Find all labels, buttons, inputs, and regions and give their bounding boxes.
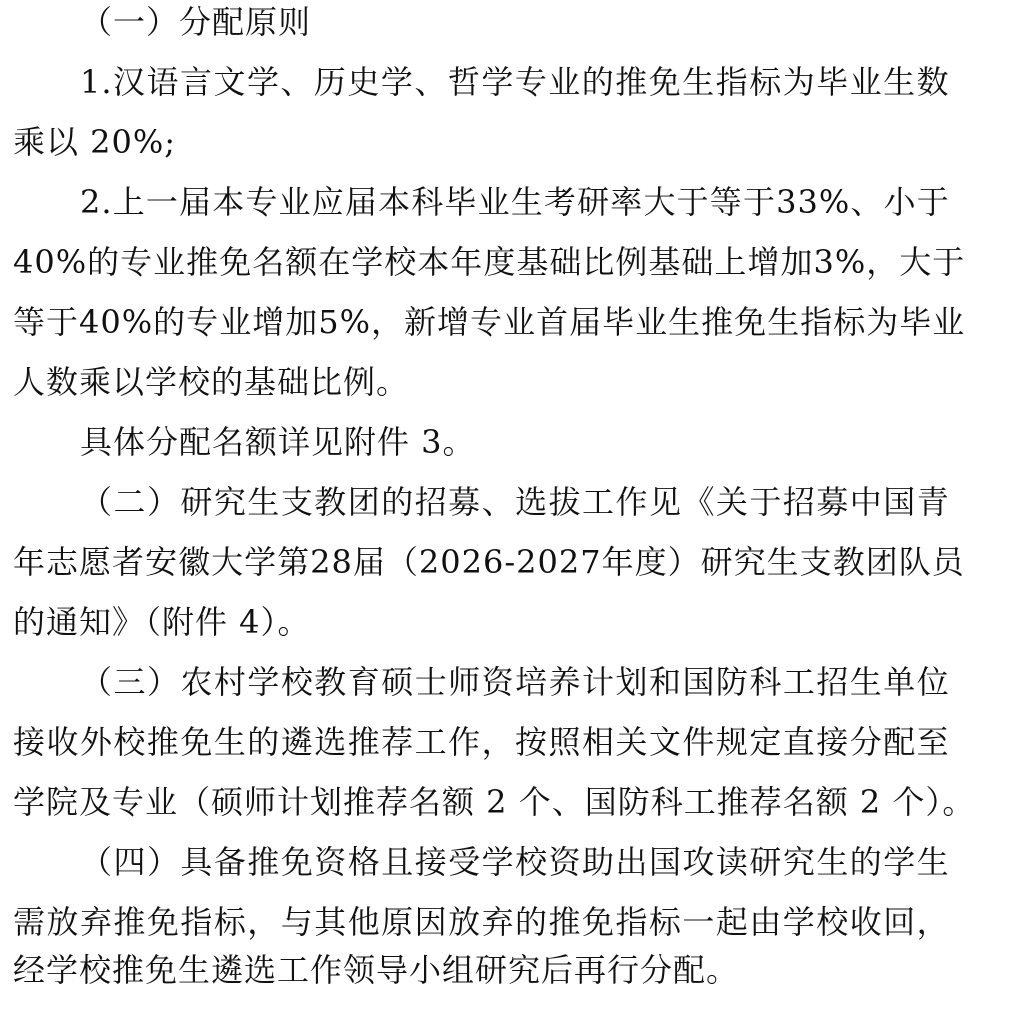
text-glyph: 拔: [548, 483, 582, 521]
text-glyph: 增: [437, 303, 471, 341]
text-glyph: 位: [916, 663, 950, 701]
text-glyph: 防: [715, 663, 749, 701]
text-glyph: 汉: [113, 63, 147, 101]
text-glyph: 专: [120, 243, 154, 281]
text-glyph: 于: [676, 183, 710, 221]
text-glyph: 历: [313, 63, 347, 101]
text-glyph: 分: [849, 723, 883, 761]
text-glyph: 生: [247, 483, 281, 521]
text-glyph: 推: [146, 723, 180, 761]
text-glyph: 至: [916, 723, 950, 761]
text-glyph: 二: [113, 483, 147, 521]
text-glyph: 见: [648, 483, 682, 521]
text-glyph: 2026-2027: [418, 543, 602, 581]
text-glyph: （: [80, 843, 114, 881]
text-glyph: 校: [280, 663, 314, 701]
text-glyph: 研: [700, 543, 734, 581]
paragraph-line: 具体分配名额详见附件 3。: [80, 423, 476, 461]
text-glyph: 生: [766, 543, 800, 581]
text-glyph: 免: [280, 843, 314, 881]
text-glyph: 校: [515, 843, 549, 881]
text-glyph: 3%: [813, 243, 867, 281]
text-glyph: 推: [615, 63, 649, 101]
text-glyph: 业: [278, 183, 312, 221]
text-glyph: 于: [932, 243, 966, 281]
text-glyph: 养: [548, 663, 582, 701]
text-glyph: 免: [581, 903, 615, 941]
text-glyph: 生: [883, 63, 917, 101]
text-glyph: ）: [146, 483, 180, 521]
text-glyph: 标: [833, 303, 867, 341]
text-glyph: 推: [247, 843, 281, 881]
text-glyph: 具: [180, 843, 214, 881]
text-glyph: 按: [515, 723, 549, 761]
text-glyph: 单: [883, 663, 917, 701]
text-glyph: 推: [113, 903, 147, 941]
text-glyph: 究: [782, 843, 816, 881]
text-glyph: 年: [450, 243, 484, 281]
text-glyph: 、: [481, 483, 515, 521]
text-glyph: 校: [816, 903, 850, 941]
text-glyph: 研: [749, 843, 783, 881]
text-glyph: 加: [780, 243, 814, 281]
text-glyph: 生: [668, 303, 702, 341]
text-glyph: 业: [503, 303, 537, 341]
text-glyph: 指: [715, 63, 749, 101]
text-glyph: 标: [648, 903, 682, 941]
paragraph-line: 学院及专业（硕师计划推荐名额 2 个、国防科工推荐名额 2 个）。: [13, 783, 976, 821]
text-glyph: 研: [577, 183, 611, 221]
text-glyph: 指: [615, 903, 649, 941]
text-glyph: 本: [417, 243, 451, 281]
text-glyph: 度: [483, 243, 517, 281]
text-glyph: 志: [46, 543, 80, 581]
text-glyph: 增: [252, 303, 286, 341]
text-glyph: 四: [113, 843, 147, 881]
section-heading-allocation-principles: （一）分配原则: [80, 3, 312, 41]
text-glyph: 生: [767, 303, 801, 341]
paragraph-line: [13, 302, 966, 362]
text-glyph: 学: [782, 903, 816, 941]
text-glyph: 安: [145, 543, 179, 581]
text-glyph: 大: [643, 183, 677, 221]
text-glyph: 28: [310, 543, 353, 581]
text-glyph: 资: [314, 843, 348, 881]
text-glyph: 数: [916, 63, 950, 101]
text-glyph: 免: [648, 63, 682, 101]
text-glyph: 于: [916, 183, 950, 221]
text-glyph: 中: [849, 483, 883, 521]
text-glyph: ）: [146, 843, 180, 881]
text-glyph: 推: [701, 303, 735, 341]
text-glyph: 弃: [481, 903, 515, 941]
text-glyph: 与: [280, 903, 314, 941]
text-glyph: 业: [219, 303, 253, 341]
text-glyph: 考: [543, 183, 577, 221]
paragraph-line: 的通知》（附件 4）。: [13, 603, 311, 641]
text-glyph: 计: [582, 663, 616, 701]
text-glyph: 文: [213, 63, 247, 101]
text-glyph: 大: [211, 543, 245, 581]
text-glyph: 业: [548, 63, 582, 101]
text-glyph: 资: [548, 843, 582, 881]
text-glyph: 读: [715, 843, 749, 881]
text-glyph: 于: [742, 183, 776, 221]
text-glyph: 度: [634, 543, 668, 581]
text-glyph: 标: [213, 903, 247, 941]
text-glyph: 大: [899, 243, 933, 281]
text-glyph: 配: [883, 723, 917, 761]
text-glyph: 上: [112, 183, 146, 221]
text-glyph: 需: [13, 903, 47, 941]
text-glyph: 学: [481, 843, 515, 881]
text-glyph: 招: [816, 663, 850, 701]
text-glyph: 1.: [80, 63, 113, 101]
text-glyph: 为: [866, 303, 900, 341]
paragraph-line: [13, 242, 966, 302]
text-glyph: 2.: [80, 183, 113, 221]
section-heading-rural-teachers: [80, 662, 950, 722]
text-glyph: 接: [414, 843, 448, 881]
text-glyph: 师: [448, 663, 482, 701]
text-glyph: 弃: [79, 903, 113, 941]
text-glyph: 础: [681, 243, 715, 281]
text-glyph: 三: [113, 663, 147, 701]
text-glyph: 募: [816, 483, 850, 521]
text-glyph: 选: [314, 723, 348, 761]
text-glyph: 40%: [79, 303, 154, 341]
text-glyph: 等: [709, 183, 743, 221]
text-glyph: 《: [682, 483, 716, 521]
text-glyph: 生: [510, 183, 544, 221]
text-glyph: 业: [635, 303, 669, 341]
text-glyph: 关: [715, 483, 749, 521]
text-glyph: 科: [411, 183, 445, 221]
text-glyph: 为: [782, 63, 816, 101]
text-glyph: 础: [549, 243, 583, 281]
text-glyph: 备: [213, 843, 247, 881]
text-glyph: 生: [816, 843, 850, 881]
text-glyph: 年: [13, 543, 47, 581]
text-glyph: 助: [582, 843, 616, 881]
text-glyph: 业: [932, 303, 966, 341]
text-glyph: 者: [112, 543, 146, 581]
text-glyph: 史: [347, 63, 381, 101]
text-glyph: 遴: [280, 723, 314, 761]
text-glyph: 荐: [381, 723, 415, 761]
text-glyph: 免: [180, 723, 214, 761]
text-glyph: 件: [682, 723, 716, 761]
text-glyph: 的: [247, 723, 281, 761]
paragraph-line: [13, 542, 965, 602]
text-glyph: 届: [344, 183, 378, 221]
text-glyph: （: [80, 483, 114, 521]
text-glyph: 于: [749, 483, 783, 521]
text-glyph: 应: [311, 183, 345, 221]
text-glyph: 学: [380, 63, 414, 101]
text-glyph: 团: [347, 483, 381, 521]
text-glyph: 村: [213, 663, 247, 701]
text-glyph: ，: [371, 303, 405, 341]
text-glyph: 的: [515, 903, 549, 941]
text-glyph: 语: [146, 63, 180, 101]
text-glyph: 和: [648, 663, 682, 701]
text-glyph: 比: [582, 243, 616, 281]
text-glyph: 校: [113, 723, 147, 761]
text-glyph: 愿: [79, 543, 113, 581]
text-glyph: 选: [515, 483, 549, 521]
text-glyph: 毕: [816, 63, 850, 101]
text-glyph: 、: [280, 63, 314, 101]
text-glyph: 业: [477, 183, 511, 221]
paragraph-line: [13, 722, 950, 782]
text-glyph: 言: [179, 63, 213, 101]
text-glyph: 学: [481, 63, 515, 101]
text-glyph: 关: [615, 723, 649, 761]
text-glyph: 学: [883, 843, 917, 881]
text-glyph: 起: [715, 903, 749, 941]
text-glyph: 且: [381, 843, 415, 881]
text-glyph: 资: [481, 663, 515, 701]
text-glyph: 的: [381, 483, 415, 521]
text-glyph: 原: [381, 903, 415, 941]
text-glyph: 40%: [13, 243, 88, 281]
text-glyph: 的: [581, 63, 615, 101]
text-glyph: 教: [314, 663, 348, 701]
text-glyph: 名: [252, 243, 286, 281]
text-glyph: 33%: [776, 183, 851, 221]
text-glyph: 作: [448, 723, 482, 761]
text-glyph: ，: [916, 903, 950, 941]
text-glyph: 规: [715, 723, 749, 761]
paragraph-line: 人数乘以学校的基础比例。: [13, 363, 410, 401]
text-glyph: 培: [515, 663, 549, 701]
text-glyph: 小: [883, 183, 917, 221]
text-glyph: 工: [414, 723, 448, 761]
text-glyph: 工: [582, 483, 616, 521]
text-glyph: （: [385, 543, 419, 581]
paragraph-line: 乘以 20%;: [13, 123, 177, 161]
text-glyph: 年: [601, 543, 635, 581]
text-glyph: 招: [414, 483, 448, 521]
text-glyph: 专: [186, 303, 220, 341]
text-glyph: 首: [536, 303, 570, 341]
text-glyph: 相: [581, 723, 615, 761]
text-glyph: 支: [280, 483, 314, 521]
text-glyph: 免: [219, 243, 253, 281]
text-glyph: 指: [180, 903, 214, 941]
text-glyph: 国: [883, 483, 917, 521]
text-glyph: 收: [849, 903, 883, 941]
text-glyph: 额: [285, 243, 319, 281]
text-glyph: 的: [849, 843, 883, 881]
text-glyph: ，: [866, 243, 900, 281]
text-glyph: 出: [615, 843, 649, 881]
text-glyph: 接: [816, 723, 850, 761]
text-glyph: 本: [378, 183, 412, 221]
text-glyph: 推: [186, 243, 220, 281]
text-glyph: 标: [749, 63, 783, 101]
text-glyph: 哲: [447, 63, 481, 101]
text-glyph: 届: [179, 183, 213, 221]
text-glyph: 收: [46, 723, 80, 761]
text-glyph: 例: [615, 243, 649, 281]
text-glyph: 推: [548, 903, 582, 941]
text-glyph: ，: [247, 903, 281, 941]
text-glyph: 一: [682, 903, 716, 941]
text-glyph: 毕: [899, 303, 933, 341]
text-glyph: 学: [247, 663, 281, 701]
text-glyph: 的: [153, 303, 187, 341]
text-glyph: 免: [146, 903, 180, 941]
text-glyph: ）: [146, 663, 180, 701]
text-glyph: 生: [682, 63, 716, 101]
text-glyph: 员: [931, 543, 965, 581]
text-glyph: 在: [318, 243, 352, 281]
text-glyph: 生: [213, 723, 247, 761]
text-glyph: 教: [314, 483, 348, 521]
text-glyph: 学: [246, 63, 280, 101]
text-glyph: 校: [384, 243, 418, 281]
text-glyph: 招: [782, 483, 816, 521]
text-glyph: 专: [245, 183, 279, 221]
text-glyph: 指: [800, 303, 834, 341]
text-glyph: 国: [682, 663, 716, 701]
text-glyph: 放: [448, 903, 482, 941]
text-glyph: 生: [849, 663, 883, 701]
text-glyph: 5%: [318, 303, 371, 341]
text-glyph: 其: [314, 903, 348, 941]
text-glyph: 本: [212, 183, 246, 221]
text-glyph: 毕: [444, 183, 478, 221]
text-glyph: 究: [733, 543, 767, 581]
text-glyph: （: [80, 663, 114, 701]
text-glyph: 受: [448, 843, 482, 881]
text-glyph: ，: [481, 723, 515, 761]
text-glyph: 新: [404, 303, 438, 341]
text-glyph: 他: [347, 903, 381, 941]
text-glyph: 基: [648, 243, 682, 281]
text-glyph: 毕: [602, 303, 636, 341]
text-glyph: 作: [615, 483, 649, 521]
text-glyph: ）: [667, 543, 701, 581]
text-glyph: 照: [548, 723, 582, 761]
text-glyph: 推: [347, 723, 381, 761]
text-glyph: 基: [516, 243, 550, 281]
text-glyph: 的: [87, 243, 121, 281]
text-glyph: 定: [749, 723, 783, 761]
text-glyph: 等: [13, 303, 47, 341]
text-glyph: 学: [244, 543, 278, 581]
text-glyph: 士: [414, 663, 448, 701]
text-glyph: 学: [351, 243, 385, 281]
text-glyph: 工: [782, 663, 816, 701]
text-glyph: 加: [285, 303, 319, 341]
section-heading-support-team: [80, 482, 950, 542]
text-glyph: 青: [916, 483, 950, 521]
text-glyph: 增: [747, 243, 781, 281]
text-glyph: 上: [714, 243, 748, 281]
text-glyph: 教: [832, 543, 866, 581]
text-glyph: 队: [898, 543, 932, 581]
text-glyph: 放: [46, 903, 80, 941]
text-glyph: 届: [569, 303, 603, 341]
text-glyph: 业: [153, 243, 187, 281]
text-glyph: 因: [414, 903, 448, 941]
text-glyph: 文: [648, 723, 682, 761]
text-glyph: 格: [347, 843, 381, 881]
text-glyph: 研: [180, 483, 214, 521]
text-glyph: 业: [849, 63, 883, 101]
text-glyph: 究: [213, 483, 247, 521]
text-glyph: 划: [615, 663, 649, 701]
text-glyph: 届: [352, 543, 386, 581]
text-glyph: 育: [347, 663, 381, 701]
text-glyph: 募: [448, 483, 482, 521]
text-glyph: 专: [470, 303, 504, 341]
text-glyph: 、: [850, 183, 884, 221]
section-heading-study-abroad: [80, 842, 950, 902]
text-glyph: 农: [180, 663, 214, 701]
text-glyph: 徽: [178, 543, 212, 581]
text-glyph: 由: [749, 903, 783, 941]
text-glyph: 第: [277, 543, 311, 581]
text-glyph: 率: [610, 183, 644, 221]
paragraph-line: [80, 182, 950, 242]
text-glyph: 专: [514, 63, 548, 101]
text-glyph: 国: [648, 843, 682, 881]
text-glyph: 于: [46, 303, 80, 341]
text-glyph: 接: [13, 723, 47, 761]
text-glyph: 一: [145, 183, 179, 221]
text-glyph: 、: [414, 63, 448, 101]
text-glyph: 攻: [682, 843, 716, 881]
text-glyph: 团: [865, 543, 899, 581]
paragraph-line: [80, 62, 950, 122]
text-glyph: 直: [782, 723, 816, 761]
text-glyph: 科: [749, 663, 783, 701]
text-glyph: 外: [79, 723, 113, 761]
text-glyph: 硕: [381, 663, 415, 701]
text-glyph: 生: [916, 843, 950, 881]
text-glyph: 免: [734, 303, 768, 341]
text-glyph: 支: [799, 543, 833, 581]
paragraph-line: 经学校推免生遴选工作领导小组研究后再行分配。: [13, 951, 740, 989]
text-glyph: 回: [883, 903, 917, 941]
